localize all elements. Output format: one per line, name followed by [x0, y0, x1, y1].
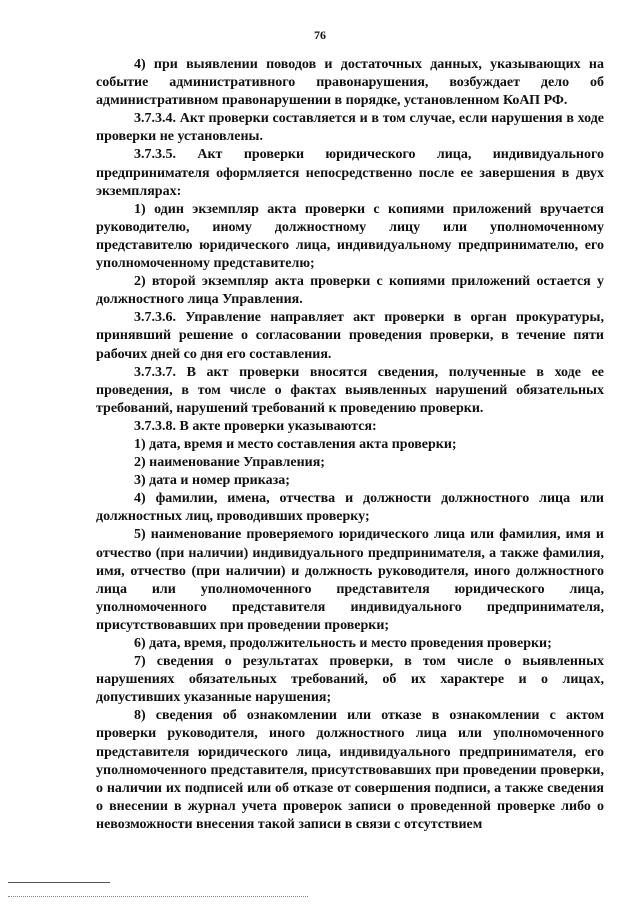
- list-item-5-inspected-entity: 5) наименование проверяемого юридического лица или фамилия, имя и отчество (при наличии) индивидуального предпринимателя, а также фамилия, имя, отчество (при наличии) и должность руководителя, иного должностного лица или уполномоченного представителя юридического лица, уполномоченного представителя индивидуального предпринимателя, присутствовавших при проведении проверки;: [96, 527, 604, 633]
- list-item-8-acknowledgement: 8) сведения об ознакомлении или отказе в ознакомлении с актом проверки руководителя, иного должностного лица или уполномоченного представителя юридического лица, индивидуального предпринимателя, его уполномоченного представителя, присутствовавших при проведении проверки, о наличии их подписей или об отказе от совершения подписи, а также сведения о внесении в журнал учета проверок записи о проведенной проверке либо о невозможности внесения такой записи в связи с отсутствием: [96, 708, 604, 832]
- list-item-3-order-date-number: 3) дата и номер приказа;: [134, 473, 290, 489]
- paragraph-item-4-initiate-case: 4) при выявлении поводов и достаточных данных, указывающих на событие административного правонарушения, возбуждает дело об административном правонарушении в порядке, установленном КоАП РФ.: [96, 57, 604, 109]
- list-item-1-date-time-place: 1) дата, время и место составления акта проверки;: [134, 436, 457, 452]
- paragraph-3-7-3-8: 3.7.3.8. В акте проверки указываются:: [134, 418, 377, 434]
- paragraph-copy-two: 2) второй экземпляр акта проверки с копиями приложений остается у должностного лица Управления.: [96, 274, 604, 308]
- paragraph-3-7-3-7: 3.7.3.7. В акт проверки вносятся сведения, полученные в ходе ее проведения, в том числе о фактах выявленных нарушений обязательных требований, нарушений требований к проведению проверки.: [96, 364, 604, 416]
- paragraph-3-7-3-6: 3.7.3.6. Управление направляет акт проверки в орган прокуратуры, принявший решение о согласовании проведения проверки, в течение пяти рабочих дней со дня его составления.: [96, 310, 604, 362]
- list-item-2-department-name: 2) наименование Управления;: [134, 455, 325, 471]
- list-item-4-inspectors: 4) фамилии, имена, отчества и должности должностного лица или должностных лиц, проводивших проверку;: [96, 491, 604, 525]
- paragraph-3-7-3-5: 3.7.3.5. Акт проверки юридического лица, индивидуального предпринимателя оформляется непосредственно после ее завершения в двух экземплярах:: [96, 147, 604, 199]
- scan-edge-artifact: [8, 896, 308, 897]
- paragraph-3-7-3-4: 3.7.3.4. Акт проверки составляется и в том случае, если нарушения в ходе проверки не установлены.: [96, 111, 604, 145]
- list-item-6-inspection-details: 6) дата, время, продолжительность и место проведения проверки;: [134, 636, 552, 651]
- list-item-7-inspection-results: 7) сведения о результатах проверки, в том числе о выявленных нарушениях обязательных требований, об их характере и о лицах, допустивших указанные нарушения;: [96, 654, 604, 706]
- page-number: 76: [314, 28, 326, 42]
- paragraph-copy-one: 1) один экземпляр акта проверки с копиями приложений вручается руководителю, иному должностному лицу или уполномоченному представителю юридического лица, индивидуальному предпринимателю, его уполномоченному представителю;: [96, 201, 604, 272]
- footnote-divider: [8, 882, 110, 883]
- document-body: [96, 56, 604, 834]
